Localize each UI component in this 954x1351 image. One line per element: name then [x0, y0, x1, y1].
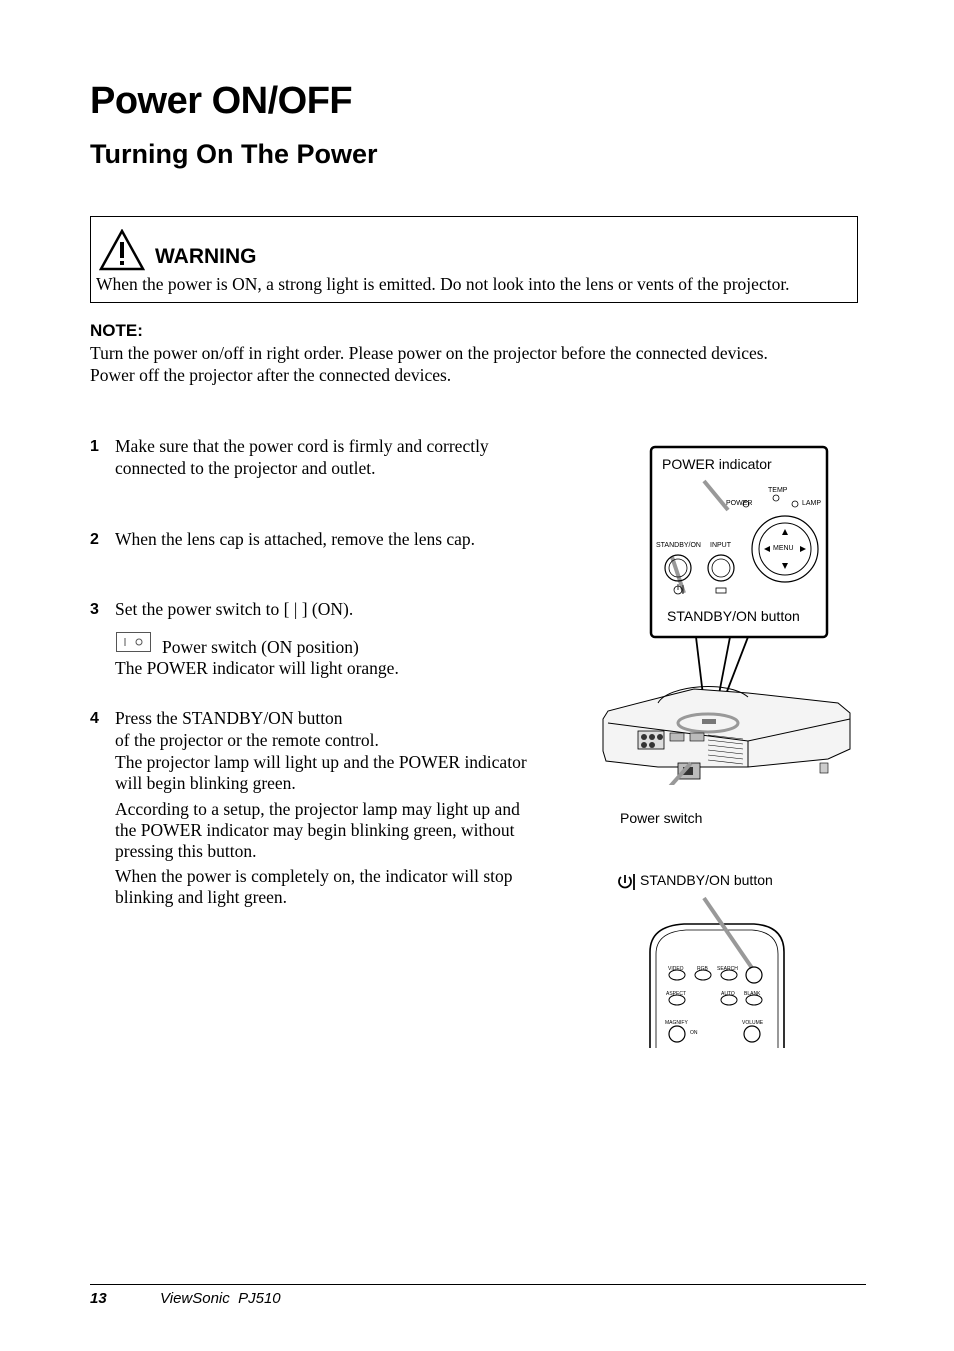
step-number: 2	[90, 531, 99, 548]
power-switch-label: Power switch	[620, 810, 703, 826]
page-number: 13	[90, 1290, 107, 1307]
step-text: When the power is completely on, the indicator will stop	[115, 866, 513, 886]
step-number: 1	[90, 438, 99, 455]
standby-button-label: STANDBY/ON button	[667, 608, 800, 624]
section-subtitle: Turning On The Power	[90, 139, 378, 169]
remote-search-label: SEARCH	[717, 966, 738, 972]
step-number: 4	[90, 710, 99, 727]
standby-panel-label: STANDBY/ON	[656, 542, 701, 549]
step-text: The POWER indicator will light orange.	[115, 658, 399, 678]
warning-box	[90, 216, 858, 303]
remote-volume-label: VOLUME	[742, 1020, 764, 1026]
step-text: will begin blinking green.	[115, 773, 296, 793]
note-line: Turn the power on/off in right order. Please power on the projector before the connected devices.	[90, 343, 768, 363]
step-text: Press the STANDBY/ON button	[115, 708, 343, 728]
menu-panel-label: MENU	[773, 545, 794, 552]
note-label: NOTE:	[90, 321, 143, 340]
standby-icon	[616, 873, 638, 893]
step-text: According to a setup, the projector lamp may light up and	[115, 799, 520, 819]
remote-standby-label: STANDBY/ON button	[640, 872, 773, 888]
step-text: The projector lamp will light up and the POWER indicator	[115, 752, 527, 772]
step-text: of the projector or the remote control.	[115, 730, 379, 750]
power-switch-caption: Power switch (ON position)	[162, 637, 359, 657]
power-indicator-label: POWER indicator	[662, 456, 772, 472]
remote-aspect-label: ASPECT	[666, 991, 687, 997]
step-text: Make sure that the power cord is firmly and correctly	[115, 436, 489, 456]
remote-auto-label: AUTO	[721, 991, 735, 997]
warning-triangle-icon	[99, 229, 145, 271]
remote-video-label: VIDEO	[668, 966, 684, 972]
power-switch-icon	[116, 632, 151, 652]
lamp-label: LAMP	[802, 500, 822, 507]
step-text: Set the power switch to [ | ] (ON).	[115, 599, 354, 619]
power-led-label: POWER	[726, 500, 753, 507]
remote-on-label: ON	[690, 1030, 698, 1036]
warning-label: WARNING	[155, 245, 257, 268]
remote-rgb-label: RGB	[697, 966, 708, 972]
remote-control-diagram	[644, 890, 794, 1050]
remote-magnify-label: MAGNIFY	[665, 1020, 688, 1026]
note-line: Power off the projector after the connected devices.	[90, 365, 452, 385]
projector-diagram	[598, 445, 858, 785]
input-panel-label: INPUT	[710, 542, 731, 549]
step-text: connected to the projector and outlet.	[115, 458, 376, 478]
temp-label: TEMP	[768, 487, 788, 494]
step-text: blinking and light green.	[115, 887, 288, 907]
step-text: pressing this button.	[115, 841, 257, 861]
step-text: the POWER indicator may begin blinking green, without	[115, 820, 515, 840]
step-number: 3	[90, 601, 99, 618]
warning-text: When the power is ON, a strong light is emitted. Do not look into the lens or vents of the projector.	[96, 274, 790, 294]
remote-blank-label: BLANK	[744, 991, 761, 997]
footer-brand: ViewSonic PJ510	[160, 1290, 281, 1307]
step-text: When the lens cap is attached, remove the lens cap.	[115, 529, 476, 549]
page-title: Power ON/OFF	[90, 80, 353, 122]
footer-rule	[90, 1284, 866, 1285]
